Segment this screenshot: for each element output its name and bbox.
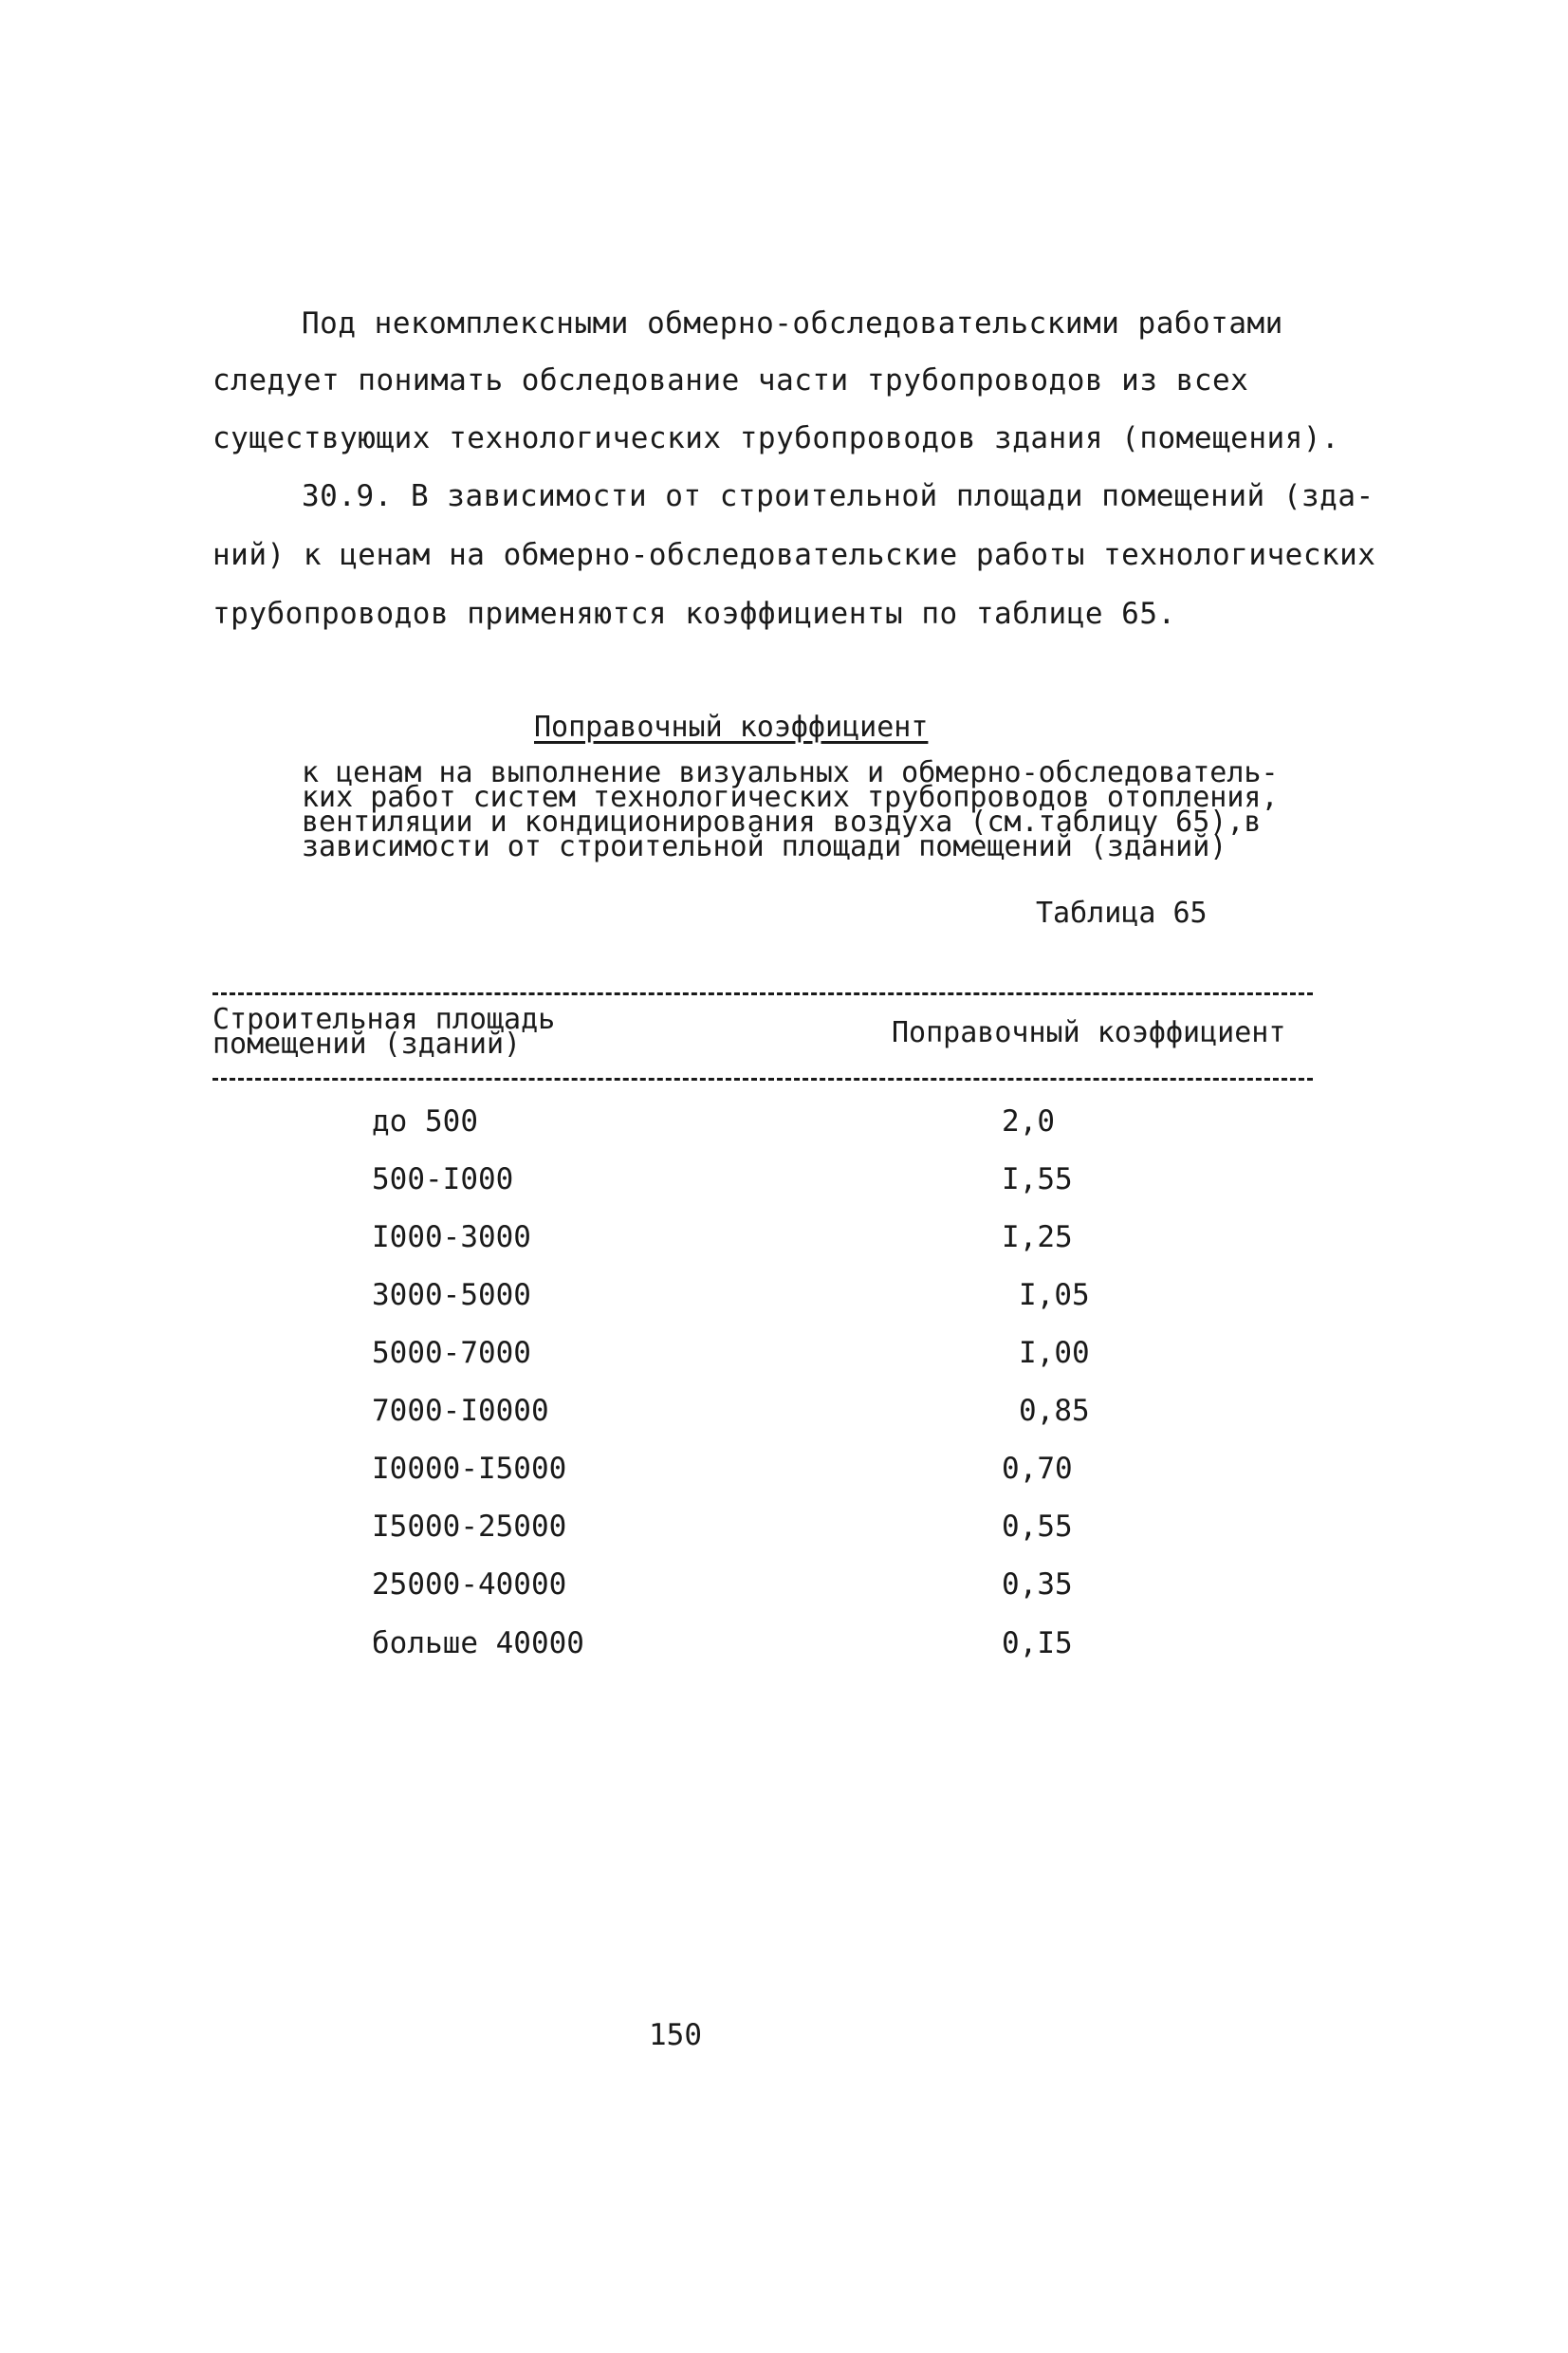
area-cell: I5000-25000 [372, 1510, 567, 1544]
coefficient-cell: 0,I5 [1002, 1626, 1073, 1660]
table-row [0, 1512, 1568, 1554]
area-cell: I000-3000 [372, 1220, 531, 1254]
table-label: Таблица 65 [1036, 897, 1208, 930]
area-cell: 3000-5000 [372, 1278, 531, 1312]
paragraph-line: следует понимать обследование части трубопроводов из всех [212, 363, 1249, 398]
coefficient-column-header: Поправочный коэффициент [892, 1016, 1286, 1049]
paragraph-line: существующих технологических трубопроводов здания (помещения). [212, 421, 1340, 455]
coefficient-cell: 0,55 [1002, 1510, 1073, 1544]
area-header-line: помещений (зданий) [212, 1028, 522, 1061]
table-row [0, 1626, 1568, 1671]
area-cell: I0000-I5000 [372, 1452, 567, 1486]
table-row [0, 1278, 1568, 1323]
table-row [0, 1567, 1568, 1612]
paragraph-line: 30.9. В зависимости от строительной площади помещений (зда- [302, 479, 1374, 513]
area-header-line: Строительная площадь [212, 1003, 556, 1036]
coefficient-cell: I,55 [1002, 1162, 1073, 1196]
table-row [0, 1454, 1568, 1496]
area-cell: до 500 [372, 1104, 478, 1139]
coefficient-cell: I,00 [1019, 1336, 1090, 1370]
area-cell: больше 40000 [372, 1626, 584, 1660]
table-subtitle-line: ких работ систем технологических трубопроводов отопления, [302, 781, 1279, 814]
table-title: Поправочный коэффициент [534, 711, 929, 744]
table-row [0, 1220, 1568, 1265]
coefficient-cell: 0,85 [1019, 1394, 1090, 1428]
table-row [0, 1104, 1568, 1149]
table-subtitle-line: вентиляции и кондиционирования воздуха (см.таблицу 65),в [302, 806, 1262, 839]
coefficient-cell: I,25 [1002, 1220, 1073, 1254]
table-subtitle-line: зависимости от строительной площади помещений (зданий) [302, 830, 1227, 863]
table-row [0, 1336, 1568, 1380]
table-row [0, 1162, 1568, 1207]
table-row [0, 1394, 1568, 1438]
area-cell: 25000-40000 [372, 1567, 567, 1602]
table-top-rule [212, 992, 1313, 995]
area-cell: 5000-7000 [372, 1336, 531, 1370]
paragraph-line: Под некомплексными обмерно-обследовательскими работами [302, 306, 1283, 341]
coefficient-cell: 2,0 [1002, 1104, 1055, 1139]
paragraph-line: трубопроводов применяются коэффициенты по таблице 65. [212, 597, 1176, 631]
table-subtitle-line: к ценам на выполнение визуальных и обмерно-обследователь- [302, 756, 1279, 789]
area-cell: 500-I000 [372, 1162, 514, 1196]
table-header-rule [212, 1078, 1313, 1081]
paragraph-line: ний) к ценам на обмерно-обследовательские работы технологических [212, 538, 1376, 572]
area-column-header [212, 1003, 556, 1061]
coefficient-cell: I,05 [1019, 1278, 1090, 1312]
coefficient-cell: 0,35 [1002, 1567, 1073, 1602]
page-number: 150 [649, 2018, 702, 2052]
coefficient-cell: 0,70 [1002, 1452, 1073, 1486]
area-cell: 7000-I0000 [372, 1394, 549, 1428]
